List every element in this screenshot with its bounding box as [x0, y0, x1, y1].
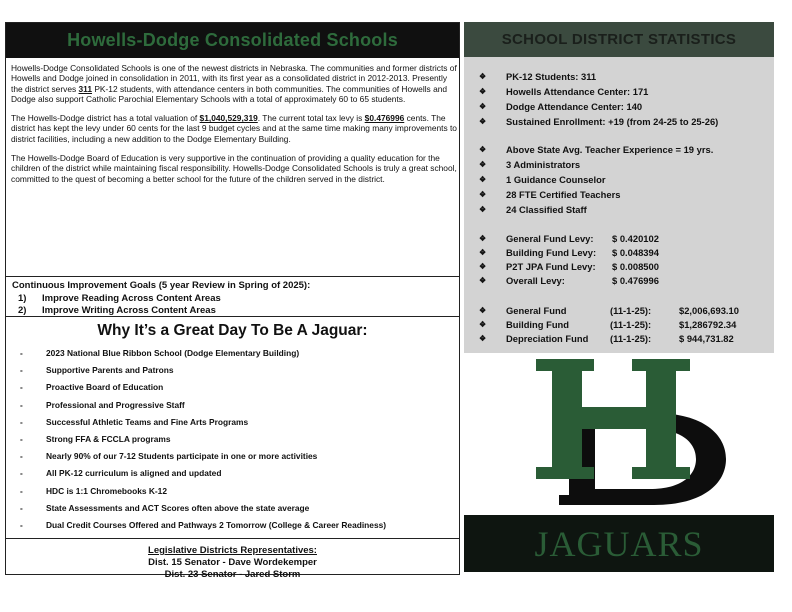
- stat-row: ❖ 28 FTE Certified Teachers: [479, 189, 621, 200]
- fund-row: ❖ Building Fund (11-1-25): $1,286792.34: [479, 319, 737, 330]
- mascot-name: JAGUARS: [534, 523, 704, 564]
- total-levy: $0.476996: [364, 113, 405, 124]
- legislative-title: Legislative Districts Representatives:: [148, 545, 317, 556]
- fund-row: ❖ General Fund (11-1-25): $2,006,693.10: [479, 305, 739, 316]
- diamond-bullet-icon: ❖: [479, 72, 487, 81]
- stat-row: ❖ Above State Avg. Teacher Experience = 19 yrs.: [479, 144, 714, 155]
- why-jaguar-section: [6, 317, 459, 539]
- statistics-title: SCHOOL DISTRICT STATISTICS: [501, 31, 737, 48]
- list-item: - Strong FFA & FCCLA programs: [20, 433, 171, 444]
- diamond-bullet-icon: ❖: [479, 234, 487, 243]
- list-item: - Successful Athletic Teams and Fine Arts Programs: [20, 416, 249, 427]
- senator-district-23: Dist. 23 Senator - Jared Storm: [164, 569, 301, 580]
- statistics-panel: [464, 57, 774, 353]
- levy-row: ❖ Building Fund Levy: $ 0.048394: [479, 247, 659, 258]
- stat-row: ❖ 24 Classified Staff: [479, 204, 587, 215]
- student-count: 311: [78, 83, 93, 94]
- list-item: - HDC is 1:1 Chromebooks K-12: [20, 485, 167, 496]
- district-title: Howells-Dodge Consolidated Schools: [67, 30, 398, 50]
- diamond-bullet-icon: ❖: [479, 205, 487, 214]
- legislative-representatives: [6, 545, 459, 581]
- diamond-bullet-icon: ❖: [479, 334, 487, 343]
- diamond-bullet-icon: ❖: [479, 276, 487, 285]
- stat-row: ❖ 1 Guidance Counselor: [479, 174, 606, 185]
- list-item: - Professional and Progressive Staff: [20, 399, 185, 410]
- hd-logo: [464, 355, 774, 515]
- list-item: - Proactive Board of Education: [20, 382, 164, 393]
- diamond-bullet-icon: ❖: [479, 248, 487, 257]
- diamond-bullet-icon: ❖: [479, 117, 487, 126]
- district-title-banner: [6, 23, 459, 58]
- goal-item: 2) Improve Writing Across Content Areas: [18, 305, 216, 316]
- diamond-bullet-icon: ❖: [479, 87, 487, 96]
- list-item: - Nearly 90% of our 7-12 Students participate in one or more activities: [20, 451, 318, 462]
- stat-row: ❖ Dodge Attendance Center: 140: [479, 101, 643, 112]
- senator-district-15: Dist. 15 Senator - Dave Wordekemper: [148, 557, 317, 568]
- stat-row: ❖ PK-12 Students: 311: [479, 71, 597, 82]
- goal-item: 1) Improve Reading Across Content Areas: [18, 293, 221, 304]
- list-item: - 2023 National Blue Ribbon School (Dodge Elementary Building): [20, 348, 300, 358]
- levy-row: ❖ Overall Levy: $ 0.476996: [479, 275, 659, 286]
- statistics-title-banner: [464, 22, 774, 57]
- diamond-bullet-icon: ❖: [479, 262, 487, 271]
- district-description: [11, 63, 457, 193]
- intro-paragraph-3: The Howells-Dodge Board of Education is very supportive in the continuation of providing a quality education for the children of the district while maintaining fiscal responsibility. Howells-Dodge Consolidated Schools is truly a great school, committed to the quest of becoming a better school for the future of the children served in the district.: [11, 153, 457, 184]
- stat-row: ❖ Howells Attendance Center: 171: [479, 86, 649, 97]
- improvement-goals: [6, 276, 459, 317]
- diamond-bullet-icon: ❖: [479, 175, 487, 184]
- total-valuation: $1,040,529,319: [199, 113, 258, 124]
- why-list: [20, 348, 450, 537]
- diamond-bullet-icon: ❖: [479, 102, 487, 111]
- levy-row: ❖ P2T JPA Fund Levy: $ 0.008500: [479, 261, 659, 272]
- diamond-bullet-icon: ❖: [479, 145, 487, 154]
- stat-row: ❖ Sustained Enrollment: +19 (from 24-25 to 25-26): [479, 116, 719, 127]
- list-item: - All PK-12 curriculum is aligned and updated: [20, 468, 222, 479]
- district-overview-panel: [5, 22, 460, 580]
- list-item: - Supportive Parents and Patrons: [20, 365, 174, 376]
- diamond-bullet-icon: ❖: [479, 320, 487, 329]
- diamond-bullet-icon: ❖: [479, 306, 487, 315]
- fund-row: ❖ Depreciation Fund (11-1-25): $ 944,731.82: [479, 333, 734, 344]
- list-item: - Dual Credit Courses Offered and Pathways 2 Tomorrow (College & Career Readiness): [20, 519, 387, 530]
- diamond-bullet-icon: ❖: [479, 160, 487, 169]
- hd-monogram-icon: [464, 355, 774, 515]
- levy-row: ❖ General Fund Levy: $ 0.420102: [479, 233, 659, 244]
- stat-row: ❖ 3 Administrators: [479, 159, 581, 170]
- goals-title: Continuous Improvement Goals (5 year Review in Spring of 2025):: [12, 280, 311, 291]
- intro-paragraph-1: Howells-Dodge Consolidated Schools is one of the newest districts in Nebraska. The communities and former districts of Howells and Dodge joined in consolidation in 2011, with its first year as a consolidated district in 2012-2013. Presently the district serves 311 PK-12 students, with attendance centers in both communities. The communities of Howells and Dodge also support Catholic Parochial Elementary Schools with a total of approximately 60 to 65 students.: [11, 63, 457, 104]
- diamond-bullet-icon: ❖: [479, 190, 487, 199]
- intro-paragraph-2: The Howells-Dodge district has a total valuation of $1,040,529,319. The current total tax levy is $0.476996 cents. The district has kept the levy under 60 cents for the last 9 budget cycles and at the same time making many improvements to district facilities, including a new addition to the Dodge Elementary Building.: [11, 113, 457, 144]
- list-item: - State Assessments and ACT Scores often above the state average: [20, 502, 310, 513]
- why-title: Why It’s a Great Day To Be A Jaguar:: [97, 322, 368, 339]
- mascot-banner: [464, 515, 774, 572]
